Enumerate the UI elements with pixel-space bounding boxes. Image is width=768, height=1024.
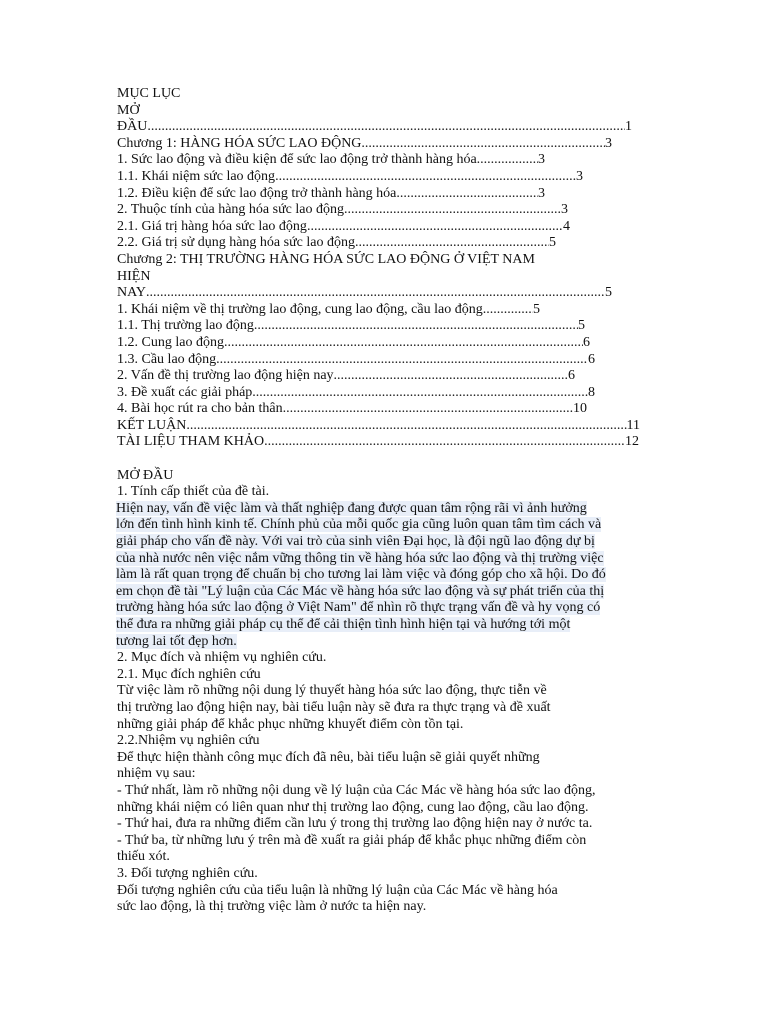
toc-page-number: 5 — [533, 301, 540, 317]
toc-entry-chapter2[interactable] — [117, 285, 612, 302]
toc-entry-text: KẾT LUẬN — [117, 417, 187, 433]
paragraph-line: - Thứ ba, từ những lưu ý trên mà đề xuất ra giải pháp để khắc phục những điểm còn — [117, 832, 587, 848]
toc-leader — [254, 318, 578, 335]
toc-leader — [147, 119, 625, 136]
highlighted-text: làm là rất quan trọng để chuẩn bị cho tương lai làm việc và đóng góp cho xã hội. Do đó — [116, 567, 606, 583]
paragraph-line: nhiệm vụ sau: — [117, 766, 196, 782]
toc-page-number: 11 — [626, 417, 640, 433]
toc-entry-text: ĐẦU — [117, 119, 148, 135]
paragraph-line — [116, 501, 652, 518]
paragraph-line: những giải pháp để khắc phục những khuyết điểm còn tồn tại. — [117, 716, 464, 732]
toc-leader — [355, 235, 549, 252]
toc-leader — [216, 352, 588, 369]
paragraph-line — [116, 567, 652, 584]
toc-entry-text: Chương 1: HÀNG HÓA SỨC LAO ĐỘNG — [117, 135, 362, 151]
toc-entry[interactable] — [117, 235, 556, 252]
paragraph-line — [116, 534, 652, 551]
paragraph-line — [116, 634, 652, 651]
toc-entry-text: 2.1. Giá trị hàng hóa sức lao động — [117, 218, 307, 234]
toc-leader — [477, 152, 538, 169]
toc-chapter2-line1: Chương 2: THỊ TRƯỜNG HÀNG HÓA SỨC LAO ĐỘNG Ở VIỆT NAM — [117, 251, 535, 267]
toc-entry[interactable] — [117, 352, 595, 369]
highlighted-text: của nhà nước nên việc nắm vững thông tin về hàng hóa sức lao động và thị trường việc — [116, 550, 604, 566]
toc-leader — [146, 285, 605, 302]
paragraph-line: Từ việc làm rõ những nội dung lý thuyết hàng hóa sức lao động, thực tiễn về — [117, 683, 547, 699]
toc-leader — [283, 401, 573, 418]
toc-page-number: 6 — [568, 368, 575, 384]
toc-leader — [307, 219, 563, 236]
toc-entry[interactable] — [117, 368, 575, 385]
section-1-paragraph-highlighted[interactable] — [116, 501, 652, 650]
section-2-1-heading: 2.1. Mục đích nghiên cứu — [117, 666, 261, 682]
paragraph-line: sức lao động, là thị trường việc làm ở nước ta hiện nay. — [117, 899, 427, 915]
toc-leader — [483, 302, 533, 319]
toc-page-number: 3 — [605, 135, 612, 151]
toc-entry-text: 1.2. Cung lao động — [117, 334, 224, 350]
toc-section-1 — [117, 136, 652, 252]
highlighted-text: trường hàng hóa sức lao động ở Việt Nam" để nhìn rõ thực trạng vấn đề và hy vọng có — [116, 600, 601, 616]
toc-title: MỤC LỤC — [117, 86, 181, 101]
toc-leader — [224, 335, 583, 352]
toc-page-number: 5 — [605, 285, 612, 301]
toc-page-number: 3 — [538, 185, 545, 201]
document-page — [117, 86, 652, 916]
highlighted-text: Hiện nay, vấn đề việc làm và thất nghiệp đang được quan tâm rộng rãi vì ảnh hưởng — [116, 500, 587, 516]
intro-heading: MỞ ĐẦU — [117, 467, 174, 483]
toc-entry-text: 2. Thuộc tính của hàng hóa sức lao động — [117, 202, 345, 218]
toc-leader — [252, 385, 588, 402]
toc-entry[interactable] — [117, 169, 583, 186]
section-2-2-paragraph — [117, 750, 652, 866]
toc-entry-text: 1. Sức lao động và điều kiện để sức lao động trở thành hàng hóa — [117, 152, 477, 168]
toc-entry-text: 4. Bài học rút ra cho bản thân — [117, 401, 283, 417]
toc-entry-text: TÀI LIỆU THAM KHẢO — [117, 434, 265, 450]
paragraph-line: những khái niệm có liên quan như thị trường lao động, cung lao động, cầu lao động. — [117, 799, 589, 815]
highlighted-text: lớn đến tình hình kinh tế. Chính phủ của mỗi quốc gia cũng luôn quan tâm tìm cách và — [116, 517, 602, 533]
paragraph-line: - Thứ nhất, làm rõ những nội dung về lý luận của Các Mác về hàng hóa sức lao động, — [117, 782, 596, 798]
toc-leader — [396, 186, 538, 203]
toc-chapter2-line2: HIỆN — [117, 268, 151, 284]
toc-page-number: 8 — [588, 384, 595, 400]
toc-entry-text: 1.1. Thị trường lao động — [117, 318, 254, 334]
toc-page-number: 1 — [625, 119, 632, 135]
toc-page-number: 3 — [538, 152, 545, 168]
toc-entry[interactable] — [117, 219, 570, 236]
toc-page-number: 3 — [576, 168, 583, 184]
toc-intro-line1: MỞ — [117, 102, 140, 118]
section-3-paragraph — [117, 883, 652, 916]
toc-entry[interactable] — [117, 202, 568, 219]
toc-entry[interactable] — [117, 318, 585, 335]
toc-page-number: 6 — [588, 351, 595, 367]
toc-leader — [275, 169, 576, 186]
toc-page-number: 10 — [573, 401, 587, 417]
toc-leader — [264, 434, 625, 451]
toc-leader — [344, 202, 561, 219]
highlighted-text: em chọn đề tài "Lý luận của Các Mác về hàng hóa sức lao động và sự phát triển của thị — [116, 583, 605, 599]
section-1-heading: 1. Tính cấp thiết của đề tài. — [117, 484, 270, 500]
section-3-heading: 3. Đối tượng nghiên cứu. — [117, 865, 258, 881]
paragraph-line — [116, 584, 652, 601]
toc-leader — [361, 136, 605, 153]
section-2-1-paragraph — [117, 683, 652, 733]
toc-entry[interactable] — [117, 385, 595, 402]
toc-entry-text: 1.1. Khái niệm sức lao động — [117, 168, 276, 184]
toc-entry-conclusion[interactable] — [117, 418, 640, 435]
highlighted-text: giải pháp cho vấn đề này. Với vai trò của sinh viên Đại học, là đội ngũ lao động dự bị — [116, 534, 595, 550]
toc-entry[interactable] — [117, 302, 540, 319]
toc-entry[interactable] — [117, 152, 545, 169]
toc-entry[interactable] — [117, 186, 545, 203]
toc-page-number: 12 — [625, 434, 639, 450]
toc-leader — [186, 418, 626, 435]
toc-entry-text: 2. Vấn đề thị trường lao động hiện nay — [117, 368, 334, 384]
toc-entry-text: 1.3. Cầu lao động — [117, 351, 217, 367]
highlighted-text: tương lai tốt đẹp hơn. — [116, 633, 237, 649]
toc-page-number: 4 — [563, 218, 570, 234]
toc-entry[interactable] — [117, 136, 612, 153]
toc-entry-text: 1.2. Điều kiện để sức lao động trở thành hàng hóa — [117, 185, 397, 201]
toc-entry[interactable] — [117, 335, 590, 352]
toc-entry-text: 1. Khái niệm về thị trường lao động, cung lao động, cầu lao động — [117, 301, 483, 317]
spacer — [117, 451, 652, 468]
toc-entry-intro[interactable] — [117, 119, 632, 136]
toc-page-number: 6 — [583, 334, 590, 350]
paragraph-line — [116, 551, 652, 568]
paragraph-line — [116, 517, 652, 534]
toc-entry-text: NAY — [117, 285, 147, 301]
toc-entry-references[interactable] — [117, 434, 639, 451]
toc-entry[interactable] — [117, 401, 587, 418]
toc-entry-text: 2.2. Giá trị sử dụng hàng hóa sức lao động — [117, 235, 355, 251]
toc-leader — [334, 368, 568, 385]
toc-entry-text: 3. Đề xuất các giải pháp — [117, 384, 253, 400]
section-2-2-heading: 2.2.Nhiệm vụ nghiên cứu — [117, 733, 260, 749]
highlighted-text: thể đưa ra những giải pháp cụ thể để cải thiện tình hình hiện tại và hướng tới một — [116, 617, 571, 632]
paragraph-line: Đối tượng nghiên cứu của tiểu luận là những lý luận của Các Mác về hàng hóa — [117, 882, 558, 898]
paragraph-line: thiếu xót. — [117, 849, 170, 865]
paragraph-line — [116, 600, 652, 617]
toc-page-number: 3 — [561, 202, 568, 218]
paragraph-line: - Thứ hai, đưa ra những điểm cần lưu ý trong thị trường lao động hiện nay ở nước ta. — [117, 816, 593, 832]
paragraph-line: Để thực hiện thành công mục đích đã nêu, bài tiểu luận sẽ giải quyết những — [117, 749, 540, 765]
toc-section-2 — [117, 302, 652, 418]
section-2-heading: 2. Mục đích và nhiệm vụ nghiên cứu. — [117, 650, 327, 666]
toc-page-number: 5 — [578, 318, 585, 334]
toc-page-number: 5 — [549, 235, 556, 251]
paragraph-line: thị trường lao động hiện nay, bài tiểu luận này sẽ đưa ra thực trạng và đề xuất — [117, 699, 551, 715]
paragraph-line — [116, 617, 652, 634]
